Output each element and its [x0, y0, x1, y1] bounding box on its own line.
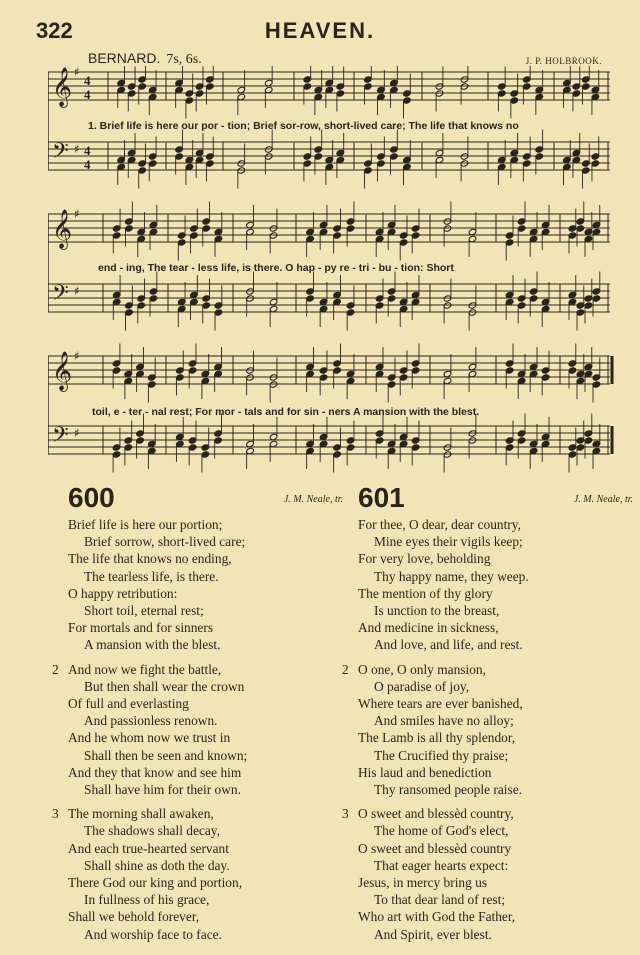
music-lyric-line-1: 1. Brief life is here our por - tion; Brief sor-row, short-lived care; The life that knows no: [88, 120, 519, 132]
key-signature-sharp-icon: ♯: [74, 284, 80, 298]
music-lyric-line-2: end - ing, The tear - less life, is there. O hap - py re - tri - bu - tion: Short: [98, 262, 454, 274]
verse-line: [358, 585, 633, 602]
key-signature-sharp-icon: ♯: [74, 349, 80, 363]
composer: J. P. HOLBROOK.: [525, 56, 602, 66]
verse-line-text: And worship face to face.: [84, 926, 222, 942]
verse-line: [358, 729, 633, 746]
verse-line-text: There God our king and portion,: [68, 875, 243, 891]
verse-line-text: Jesus, in mercy bring us: [358, 875, 488, 891]
verse: [342, 805, 633, 943]
hymn-header: [358, 482, 633, 516]
verse-line: [358, 602, 633, 619]
verse-line: [68, 695, 343, 712]
verse-line: [358, 695, 633, 712]
verse-line: [358, 891, 633, 908]
verse: [342, 661, 633, 799]
verse-line-text: For thee, O dear, dear country,: [358, 517, 521, 532]
verse-line: [68, 678, 343, 695]
verse-line-text: That eager hearts expect:: [374, 857, 509, 873]
verse-line: [68, 840, 343, 857]
hymn-header: [68, 482, 343, 516]
verse-line-text: Short toil, eternal rest;: [84, 603, 204, 619]
verse-line: [68, 585, 343, 602]
verse-line-text: Brief sorrow, short-lived care;: [84, 534, 246, 550]
verse-line-text: Shall then be seen and known;: [84, 747, 248, 763]
verse-line: [68, 908, 343, 925]
hymn-author: J. M. Neale, tr.: [573, 494, 633, 505]
verse-line-text: And they that know and see him: [68, 764, 242, 780]
bass-clef-icon: 𝄢: [52, 281, 69, 311]
verse-line-text: O sweet and blessèd country,: [358, 806, 514, 822]
verse-line: [68, 533, 343, 550]
verse-line-text: In fullness of his grace,: [84, 892, 210, 908]
verse-line-text: To that dear land of rest;: [374, 892, 506, 908]
verse-line: [358, 908, 633, 925]
verse-line-text: But then shall wear the crown: [84, 678, 245, 694]
verse-line: [68, 926, 343, 943]
verse-line-text: The mention of thy glory: [358, 585, 493, 601]
verse-line-text: And passionless renown.: [84, 713, 218, 729]
verse-line-text: Shall shine as doth the day.: [84, 857, 230, 873]
verse-line-text: Mine eyes their vigils keep;: [374, 534, 523, 550]
verse-line-text: The shadows shall decay,: [84, 823, 220, 839]
hymn-number: 601: [358, 482, 405, 513]
verse-line-text: The morning shall awaken,: [68, 806, 214, 822]
verse-line: [68, 636, 343, 653]
bass-clef-icon: 𝄢: [52, 139, 69, 169]
verse-line: [68, 781, 343, 798]
treble-clef-icon: 𝄞: [52, 209, 73, 249]
page-number: 322: [36, 18, 73, 43]
verse-line-text: Thy ransomed people raise.: [374, 782, 522, 798]
verse-line-text: Shall have him for their own.: [84, 782, 241, 798]
verse-line: [68, 764, 343, 781]
verse-line: [358, 747, 633, 764]
hymn-600: [52, 482, 343, 950]
verse-line: [358, 712, 633, 729]
time-signature: 4: [84, 157, 91, 172]
verse-line-text: A mansion with the blest.: [84, 637, 221, 653]
verse-line: [358, 678, 633, 695]
verse-line: [358, 636, 633, 653]
verse-line: [68, 712, 343, 729]
treble-clef-icon: 𝄞: [52, 351, 73, 391]
verse-number: 2: [342, 661, 349, 677]
verse-line-text: And Spirit, ever blest.: [374, 926, 492, 942]
verse-line-text: And he whom now we trust in: [68, 730, 231, 746]
time-signature: 4: [84, 73, 91, 88]
tune-name-text: BERNARD.: [88, 50, 161, 66]
verse-line: [68, 822, 343, 839]
time-signature: 4: [84, 87, 91, 102]
key-signature-sharp-icon: ♯: [74, 207, 80, 221]
verse-line-text: The life that knows no ending,: [68, 551, 232, 567]
verse-line-text: Brief life is here our portion;: [68, 517, 223, 532]
hymn-verses: [342, 516, 633, 943]
verse-line: [358, 822, 633, 839]
verse: [52, 661, 343, 799]
verse-line-text: And now we fight the battle,: [68, 661, 222, 677]
verse-line: [358, 874, 633, 891]
verse-line: [342, 661, 633, 678]
verse-line-text: His laud and benediction: [358, 764, 492, 780]
verse-line: [68, 516, 343, 533]
verse-line-text: The tearless life, is there.: [84, 568, 219, 584]
verse-line: [358, 926, 633, 943]
verse: [358, 516, 633, 654]
verse-line: [358, 516, 633, 533]
verse-line: [68, 857, 343, 874]
hymn-601: [342, 482, 633, 950]
verse-line-text: O paradise of joy,: [374, 678, 470, 694]
verse-number: 2: [52, 661, 59, 677]
hymn-author: J. M. Neale, tr.: [283, 494, 343, 505]
verse-line: [52, 805, 343, 822]
tune-meter: 7s, 6s.: [166, 52, 202, 67]
time-signature: 4: [84, 143, 91, 158]
verse-line-text: For very love, beholding: [358, 551, 491, 567]
verse-line-text: Of full and everlasting: [68, 696, 189, 712]
verse-line: [358, 550, 633, 567]
verse-line: [68, 550, 343, 567]
verse-line-text: And smiles have no alloy;: [374, 713, 514, 729]
key-signature-sharp-icon: ♯: [74, 142, 80, 156]
music-lyric-line-3: toil, e - ter - nal rest; For mor - tals and for sin - ners A mansion with the blest.: [92, 406, 480, 418]
section-title: HEAVEN.: [264, 18, 376, 43]
verse-line: [358, 764, 633, 781]
verse-line-text: For mortals and for sinners: [68, 620, 214, 636]
verse-line-text: Shall we behold forever,: [68, 909, 200, 925]
verse-line-text: The Crucified thy praise;: [374, 747, 509, 763]
verse-line: [358, 533, 633, 550]
verse-line: [68, 729, 343, 746]
verse-line-text: The home of God's elect,: [374, 823, 509, 839]
verse-line: [68, 619, 343, 636]
treble-clef-icon: 𝄞: [52, 67, 73, 107]
verse-line: [68, 891, 343, 908]
verse-line-text: The Lamb is all thy splendor,: [358, 730, 516, 746]
verse-line: [342, 805, 633, 822]
hymn-number: 600: [68, 482, 115, 513]
verse-line-text: O sweet and blessèd country: [358, 840, 512, 856]
verse-line: [358, 857, 633, 874]
verse: [68, 516, 343, 654]
bass-clef-icon: 𝄢: [52, 423, 69, 453]
verse-line: [52, 661, 343, 678]
key-signature-sharp-icon: ♯: [74, 426, 80, 440]
verse-line-text: And each true-hearted servant: [68, 840, 229, 856]
verse-line-text: And medicine in sickness,: [358, 620, 499, 636]
verse-number: 3: [52, 806, 59, 822]
verse-line-text: Is unction to the breast,: [374, 603, 500, 619]
verse-line: [68, 568, 343, 585]
verse-line-text: Where tears are ever banished,: [358, 696, 523, 712]
verse-line-text: O happy retribution:: [68, 585, 178, 601]
verse-line-text: O one, O only mansion,: [358, 661, 486, 677]
verse-number: 3: [342, 806, 349, 822]
verse-line: [358, 781, 633, 798]
verse-line-text: Who art with God the Father,: [358, 909, 516, 925]
verse-line: [358, 619, 633, 636]
hymn-verses: [52, 516, 343, 943]
key-signature-sharp-icon: ♯: [74, 66, 80, 79]
verse: [52, 805, 343, 943]
verse-line: [68, 874, 343, 891]
verse-line-text: Thy happy name, they weep.: [374, 568, 529, 584]
verse-line-text: And love, and life, and rest.: [374, 637, 523, 653]
verse-line: [358, 840, 633, 857]
verse-line: [68, 602, 343, 619]
verse-line: [358, 568, 633, 585]
verse-line: [68, 747, 343, 764]
